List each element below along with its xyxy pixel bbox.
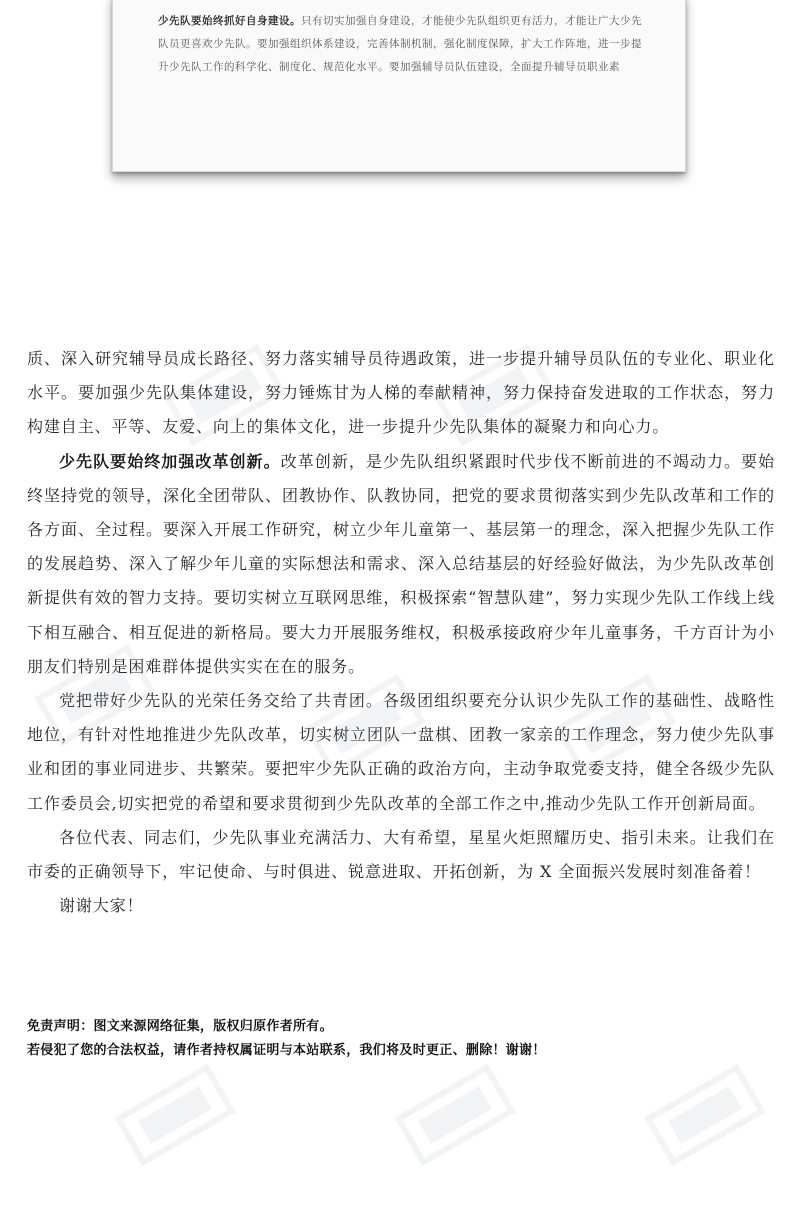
paragraph-3: 党把带好少先队的光荣任务交给了共青团。各级团组织要充分认识少先队工作的基础性、战略性地位，有针对性地推进少先队改革，切实树立团队一盘棋、团教一家亲的工作理念，努力使少先队事业和团的事业同进步、共繁荣。要把牢少先队正确的政治方向，主动争取党委支持，健全各级少先队工作委员会,切实把党的希望和要求贯彻到少先队改革的全部工作之中,推动少先队工作开创新局面。 (27, 691, 775, 813)
paragraph-2-lead: 少先队要始终加强改革创新。 (59, 451, 281, 471)
preview-lead: 少先队要始终抓好自身建设。 (158, 15, 301, 27)
paragraph-2-text: 改革创新，是少先队组织紧跟时代步伐不断前进的不竭动力。要始终坚持党的领导，深化全团带队、团教协作、队教协同，把党的要求贯彻落实到少先队改革和工作的各方面、全过程。要深入开展工作研究，树立少年儿童第一、基层第一的理念，深入把握少先队工作的发展趋势、深入了解少年儿童的实际想法和需求、深入总结基层的好经验好做法，为少先队改革创新提供有效的智力支持。要切实树立互联网思维，积极探索“智慧队建”，努力实现少先队工作线上线下相互融合、相互促进的新格局。要大力开展服务维权，积极承接政府少年儿童事务，千方百计为小朋友们特别是困难群体提供实实在在的服务。 (27, 451, 775, 676)
paragraph-1: 质、深入研究辅导员成长路径、努力落实辅导员待遇政策，进一步提升辅导员队伍的专业化、职业化水平。要加强少先队集体建设，努力锤炼甘为人梯的奉献精神，努力保持奋发进取的工作状态，努力构建自主、平等、友爱、向上的集体文化，进一步提升少先队集体的凝聚力和向心力。 (27, 349, 775, 437)
preview-paragraph (158, 10, 648, 79)
watermark-logo (640, 1057, 770, 1173)
article-body (27, 342, 775, 923)
paragraph-thanks: 谢谢大家！ (59, 896, 144, 916)
paragraph-4: 各位代表、同志们，少先队事业充满活力、大有希望，星星火炬照耀历史、指引未来。让我们在市委的正确领导下，牢记使命、与时俱进、锐意进取、开拓创新，为 X 全面振兴发展时刻准备着！ (27, 827, 775, 882)
document-preview-card (112, 0, 686, 172)
disclaimer-line-2: 若侵犯了您的合法权益，请作者持权属证明与本站联系，我们将及时更正、删除！谢谢！ (27, 1043, 546, 1058)
watermark-logo (390, 1057, 520, 1173)
watermark-logo (110, 1057, 240, 1173)
preview-body: 只有切实加强自身建设，才能使少先队组织更有活力，才能让广大少先队员更喜欢少先队。要加强组织体系建设，完善体制机制，强化制度保障，扩大工作阵地，进一步提升少先队工作的科学化、制度化、规范化水平。要加强辅导员队伍建设，全面提升辅导员职业素 (158, 15, 642, 73)
disclaimer (27, 1015, 775, 1063)
disclaimer-line-1: 免责声明：图文来源网络征集，版权归原作者所有。 (27, 1019, 333, 1034)
paragraph-2 (27, 445, 775, 684)
preview-clipped-line (158, 0, 648, 4)
